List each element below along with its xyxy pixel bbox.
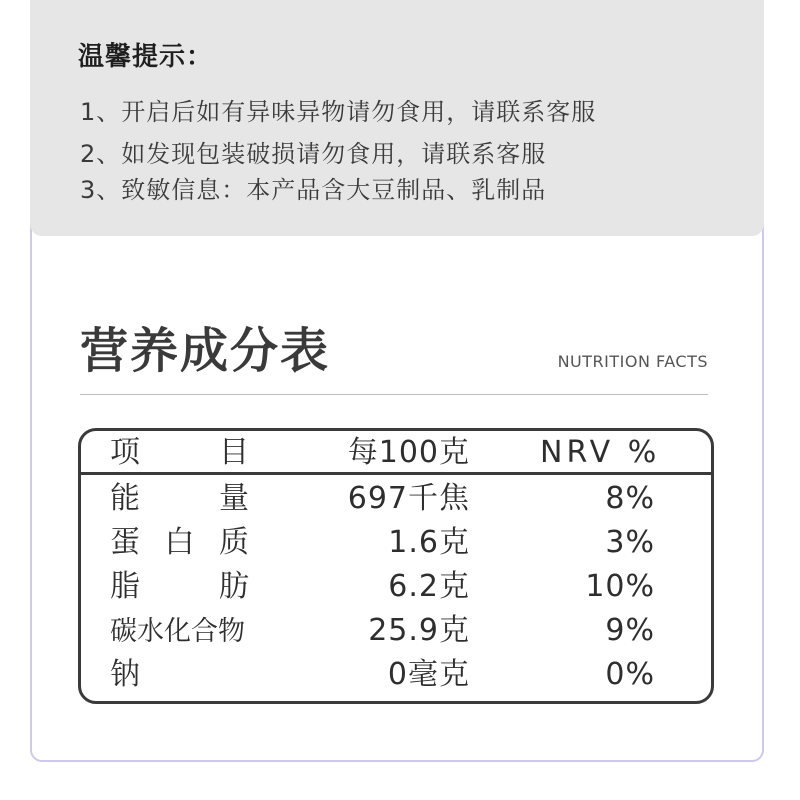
notice-line-2: 2、如发现包装破损请勿食用，请联系客服 [80,140,547,168]
row-amount: 25.9克 [368,613,470,648]
row-name-char: 脂 [110,569,141,604]
nutrition-subtitle: NUTRITION FACTS [557,352,708,371]
header-item-char: 目 [219,435,250,470]
row-name-char: 能 [110,481,141,516]
notice-line-3: 3、致敏信息：本产品含大豆制品、乳制品 [80,176,547,204]
row-name-char: 蛋 [110,525,141,560]
row-name-char: 质 [219,525,250,560]
row-name: 钠 [110,657,141,692]
row-amount: 6.2克 [388,569,470,604]
header-item [110,435,250,470]
row-nrv: 9% [605,613,655,648]
header-nrv: NRV % [540,435,661,470]
header-item-char: 项 [110,435,141,470]
row-name-char: 量 [219,481,250,516]
row-name: 碳水化合物 [110,616,245,647]
row-nrv: 8% [605,481,655,516]
header-per100: 每100克 [347,435,470,470]
nutrition-title: 营养成分表 [80,323,331,379]
row-name [110,569,250,604]
title-divider [80,394,708,395]
row-name [110,525,250,560]
row-nrv: 10% [585,569,655,604]
header-rule [78,472,714,475]
row-nrv: 3% [605,525,655,560]
notice-title: 温馨提示： [78,42,214,72]
row-name-char: 肪 [219,569,250,604]
row-name [110,481,250,516]
row-nrv: 0% [605,657,655,692]
row-amount: 697千焦 [347,481,470,516]
notice-line-1: 1、开启后如有异味异物请勿食用，请联系客服 [80,98,597,126]
row-amount: 1.6克 [388,525,470,560]
row-name-char: 白 [164,525,196,560]
row-amount: 0毫克 [387,657,470,692]
